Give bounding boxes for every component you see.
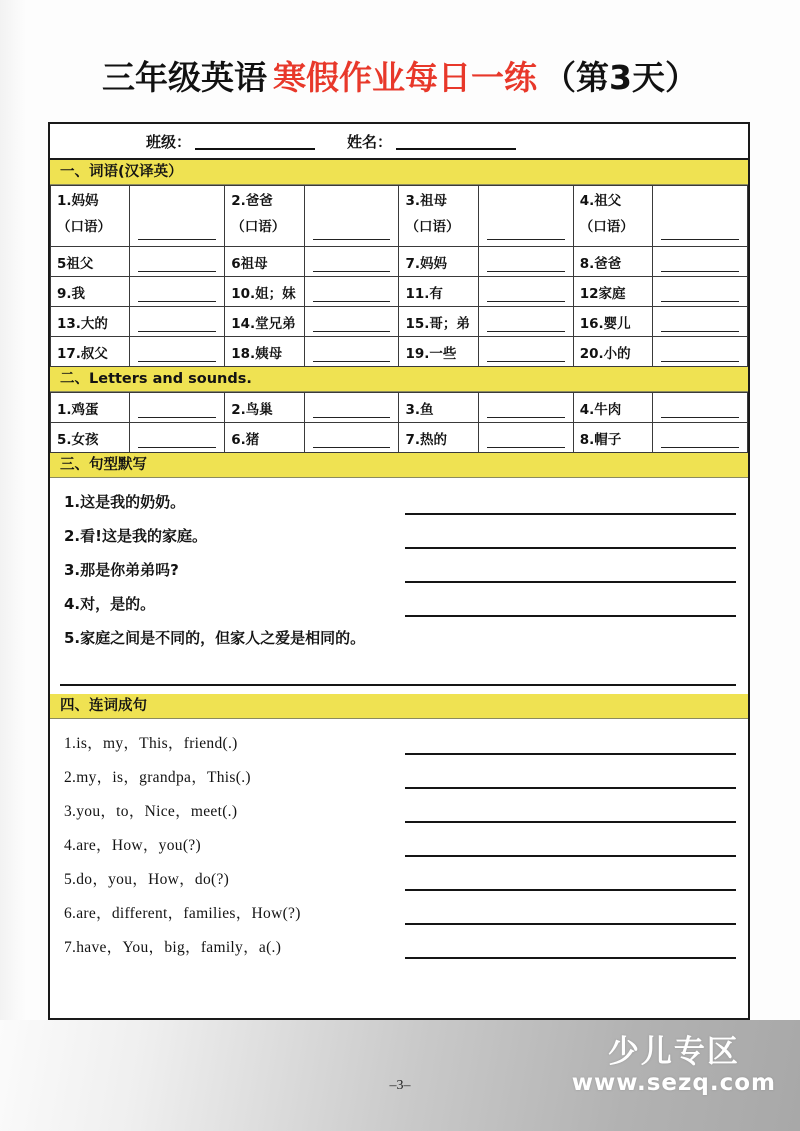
table-row <box>51 186 748 247</box>
vocab-label: 17.叔父 <box>51 337 130 367</box>
section-4-body <box>50 719 748 963</box>
ordering-prompt: 1.is，my，This，friend(.) <box>64 735 238 752</box>
vocab-answer-cell[interactable] <box>304 277 399 307</box>
title-grade-subject: 三年级英语 <box>102 58 268 97</box>
table-row <box>51 337 748 367</box>
ordering-answer-line[interactable] <box>405 855 736 857</box>
vocab-answer-cell[interactable] <box>304 307 399 337</box>
sound-answer-cell[interactable] <box>478 393 573 423</box>
sound-answer-cell[interactable] <box>478 423 573 453</box>
ordering-prompt: 3.you，to，Nice，meet(.) <box>64 803 238 820</box>
answer-line <box>661 271 739 272</box>
vocab-answer-cell[interactable] <box>478 247 573 277</box>
vocab-label-line2: （口语） <box>231 219 286 235</box>
sound-label: 1.鸡蛋 <box>51 393 130 423</box>
section-1-table <box>50 185 748 367</box>
ordering-answer-line[interactable] <box>405 923 736 925</box>
sound-answer-cell[interactable] <box>130 393 225 423</box>
answer-line <box>487 239 565 240</box>
dictation-prompt: 2.看!这是我的家庭。 <box>64 527 207 545</box>
name-input-blank[interactable] <box>396 133 516 150</box>
vocab-answer-cell[interactable] <box>478 337 573 367</box>
answer-line <box>138 271 216 272</box>
ordering-item <box>50 793 748 827</box>
vocab-answer-cell[interactable] <box>653 186 748 247</box>
vocab-label: 19.一些 <box>399 337 478 367</box>
answer-line <box>138 361 216 362</box>
section-4-heading: 四、连词成句 <box>50 694 748 719</box>
answer-line <box>313 331 391 332</box>
answer-line <box>313 361 391 362</box>
answer-line <box>661 447 739 448</box>
dictation-item <box>50 588 748 622</box>
title-highlight: 寒假作业每日一练 <box>273 58 538 97</box>
table-row <box>51 247 748 277</box>
table-row <box>51 393 748 423</box>
sound-label: 8.帽子 <box>573 423 652 453</box>
vocab-answer-cell[interactable] <box>130 337 225 367</box>
vocab-answer-cell[interactable] <box>130 186 225 247</box>
answer-line <box>487 361 565 362</box>
vocab-answer-cell[interactable] <box>478 277 573 307</box>
vocab-label <box>573 186 652 247</box>
dictation-answer-line[interactable] <box>405 513 736 515</box>
vocab-label-line2: （口语） <box>405 219 460 235</box>
dictation-answer-line[interactable] <box>60 684 736 686</box>
vocab-label <box>51 186 130 247</box>
vocab-label <box>399 186 478 247</box>
title-day: （第3天） <box>543 58 698 97</box>
vocab-answer-cell[interactable] <box>304 247 399 277</box>
answer-line <box>313 271 391 272</box>
ordering-item <box>50 929 748 963</box>
dictation-item <box>50 554 748 588</box>
vocab-label <box>225 186 304 247</box>
page-number: –3– <box>389 1078 411 1093</box>
section-2-heading: 二、Letters and sounds. <box>50 367 748 392</box>
table-row <box>51 307 748 337</box>
vocab-label-line1: 2.爸爸 <box>231 193 273 209</box>
dictation-prompt: 5.家庭之间是不同的，但家人之爱是相同的。 <box>64 629 366 647</box>
worksheet-body <box>48 122 750 1020</box>
ordering-answer-line[interactable] <box>405 821 736 823</box>
vocab-answer-cell[interactable] <box>653 277 748 307</box>
dictation-prompt: 1.这是我的奶奶。 <box>64 493 186 511</box>
vocab-label: 12家庭 <box>573 277 652 307</box>
site-watermark <box>572 1035 776 1097</box>
name-label: 姓名： <box>347 132 393 151</box>
vocab-label: 11.有 <box>399 277 478 307</box>
dictation-answer-line[interactable] <box>405 547 736 549</box>
vocab-label: 15.哥；弟 <box>399 307 478 337</box>
sound-label: 2.鸟巢 <box>225 393 304 423</box>
vocab-label: 13.大的 <box>51 307 130 337</box>
sound-label: 7.热的 <box>399 423 478 453</box>
class-label: 班级： <box>146 132 192 151</box>
vocab-answer-cell[interactable] <box>653 337 748 367</box>
ordering-answer-line[interactable] <box>405 787 736 789</box>
dictation-answer-line[interactable] <box>405 615 736 617</box>
table-row <box>51 277 748 307</box>
vocab-label: 9.我 <box>51 277 130 307</box>
vocab-label-line2: （口语） <box>579 219 634 235</box>
answer-line <box>487 417 565 418</box>
section-1-heading: 一、词语(汉译英） <box>50 160 748 185</box>
vocab-label: 20.小的 <box>573 337 652 367</box>
student-info-row <box>50 124 748 160</box>
ordering-item <box>50 895 748 929</box>
page-left-shadow <box>0 0 26 1131</box>
vocab-label: 8.爸爸 <box>573 247 652 277</box>
vocab-answer-cell[interactable] <box>130 277 225 307</box>
answer-line <box>487 271 565 272</box>
vocab-answer-cell[interactable] <box>304 186 399 247</box>
vocab-answer-cell[interactable] <box>653 247 748 277</box>
vocab-label-line1: 3.祖母 <box>405 193 447 209</box>
answer-line <box>661 239 739 240</box>
answer-line <box>138 447 216 448</box>
answer-line <box>487 301 565 302</box>
answer-line <box>487 447 565 448</box>
dictation-item <box>50 622 748 694</box>
sound-answer-cell[interactable] <box>130 423 225 453</box>
dictation-answer-line[interactable] <box>405 581 736 583</box>
vocab-answer-cell[interactable] <box>478 186 573 247</box>
ordering-prompt: 6.are，different，families，How(?) <box>64 905 301 922</box>
dictation-item <box>50 486 748 520</box>
answer-line <box>661 301 739 302</box>
sound-answer-cell[interactable] <box>653 423 748 453</box>
vocab-label: 10.姐；妹 <box>225 277 304 307</box>
dictation-prompt: 3.那是你弟弟吗? <box>64 561 179 579</box>
class-input-blank[interactable] <box>195 133 315 150</box>
answer-line <box>661 417 739 418</box>
ordering-item <box>50 827 748 861</box>
sound-label: 4.牛肉 <box>573 393 652 423</box>
answer-line <box>138 417 216 418</box>
vocab-label: 6祖母 <box>225 247 304 277</box>
ordering-answer-line[interactable] <box>405 889 736 891</box>
ordering-prompt: 7.have，You，big，family，a(.) <box>64 939 282 956</box>
dictation-item <box>50 520 748 554</box>
vocab-label: 7.妈妈 <box>399 247 478 277</box>
sound-answer-cell[interactable] <box>304 423 399 453</box>
ordering-item <box>50 759 748 793</box>
vocab-label-line1: 4.祖父 <box>579 193 622 209</box>
vocab-label: 16.婴儿 <box>573 307 652 337</box>
page-title <box>0 56 800 100</box>
sound-label: 3.鱼 <box>399 393 478 423</box>
table-row <box>51 423 748 453</box>
answer-line <box>487 331 565 332</box>
section-3-heading: 三、句型默写 <box>50 453 748 478</box>
vocab-answer-cell[interactable] <box>304 337 399 367</box>
vocab-label-line2: （口语） <box>57 219 111 235</box>
ordering-answer-line[interactable] <box>405 957 736 959</box>
answer-line <box>138 301 216 302</box>
answer-line <box>313 447 391 448</box>
sound-answer-cell[interactable] <box>304 393 399 423</box>
answer-line <box>661 361 739 362</box>
watermark-url: www.sezq.com <box>571 1070 776 1096</box>
vocab-label: 5祖父 <box>51 247 130 277</box>
ordering-prompt: 2.my，is，grandpa，This(.) <box>64 769 251 786</box>
ordering-item <box>50 725 748 759</box>
ordering-item <box>50 861 748 895</box>
section-3-body <box>50 478 748 694</box>
ordering-prompt: 4.are，How，you(?) <box>64 837 201 854</box>
vocab-answer-cell[interactable] <box>653 307 748 337</box>
vocab-answer-cell[interactable] <box>130 307 225 337</box>
answer-line <box>138 331 216 332</box>
answer-line <box>661 331 739 332</box>
ordering-prompt: 5.do，you，How，do(?) <box>64 871 230 888</box>
ordering-answer-line[interactable] <box>405 753 736 755</box>
dictation-prompt: 4.对，是的。 <box>64 595 156 613</box>
answer-line <box>313 301 391 302</box>
section-2-table <box>50 392 748 453</box>
vocab-answer-cell[interactable] <box>130 247 225 277</box>
sound-answer-cell[interactable] <box>653 393 748 423</box>
sound-label: 5.女孩 <box>51 423 130 453</box>
vocab-label: 18.姨母 <box>225 337 304 367</box>
vocab-label-line1: 1.妈妈 <box>57 193 99 209</box>
watermark-brand: 少儿专区 <box>607 1034 740 1070</box>
vocab-answer-cell[interactable] <box>478 307 573 337</box>
answer-line <box>138 239 216 240</box>
sound-label: 6.猪 <box>225 423 304 453</box>
answer-line <box>313 239 391 240</box>
vocab-label: 14.堂兄弟 <box>225 307 304 337</box>
answer-line <box>313 417 391 418</box>
